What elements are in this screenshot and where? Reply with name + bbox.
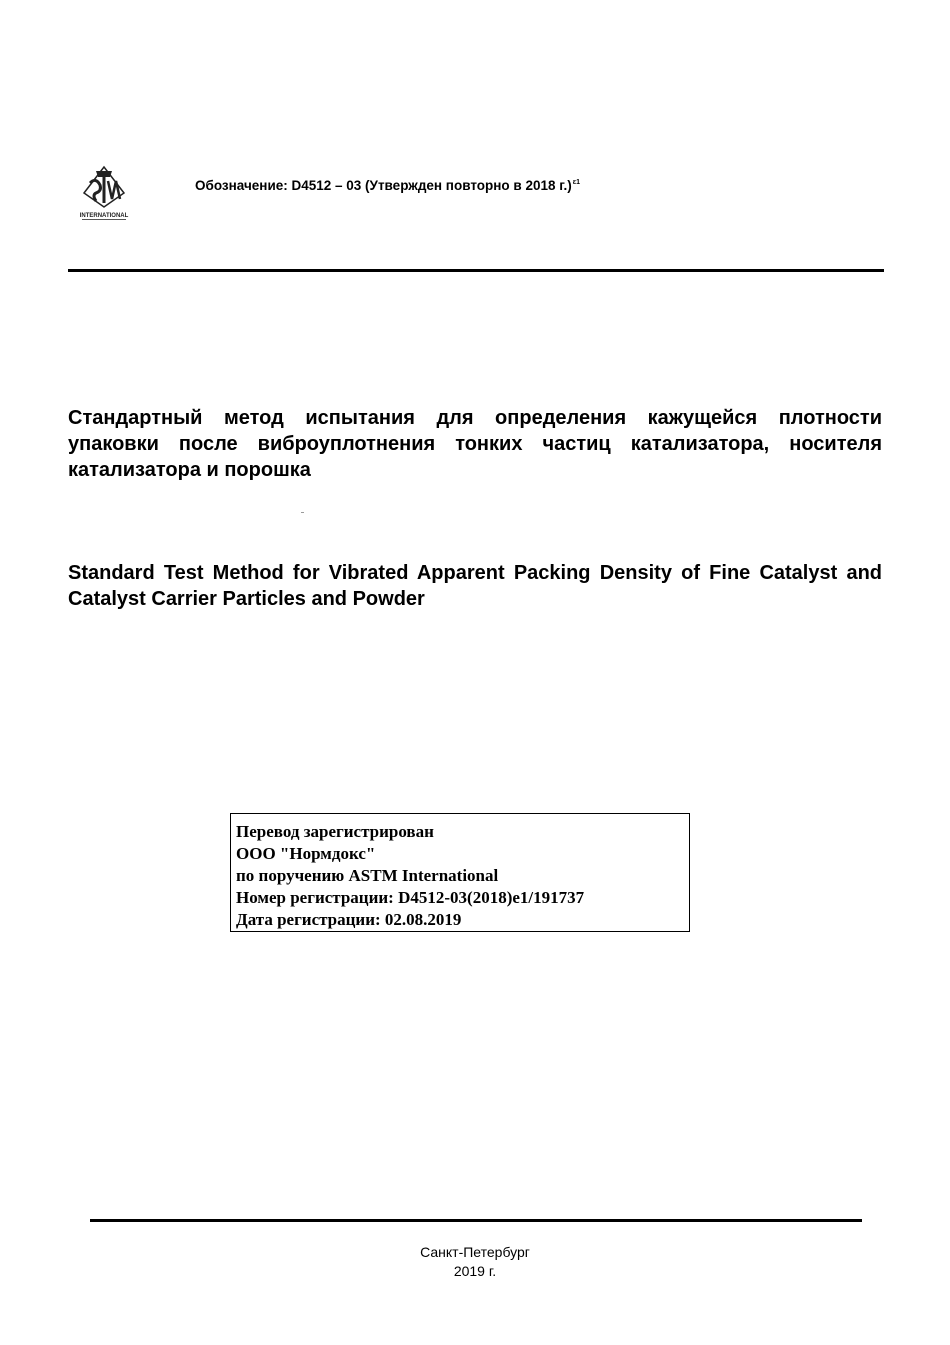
document-designation [195, 178, 580, 193]
registration-number: Номер регистрации: D4512-03(2018)e1/191737 [236, 888, 585, 907]
footer-city: Санкт-Петербург [420, 1244, 530, 1260]
designation-text: Обозначение: D4512 – 03 (Утвержден повторно в 2018 г.) [195, 178, 572, 193]
registration-line: Перевод зарегистрирован [236, 822, 434, 841]
registration-line: ООО "Нормдокс" [236, 844, 376, 863]
title-russian: Стандартный метод испытания для определения кажущейся плотности упаковки после виброуплотнения тонких частиц катализатора, носителя катализатора и порошка [68, 407, 882, 481]
stray-mark [301, 512, 304, 513]
registration-box [230, 813, 690, 932]
astm-logo-icon [76, 163, 132, 223]
registration-line: по поручению ASTM International [236, 866, 499, 885]
designation-superscript: ε1 [572, 179, 580, 186]
footer [0, 1243, 950, 1281]
footer-year: 2019 г. [453, 1263, 497, 1279]
logo-text-bottom: INTERNATIONAL [79, 213, 129, 219]
bottom-divider [90, 1219, 862, 1222]
top-divider [68, 269, 884, 272]
title-english: Standard Test Method for Vibrated Apparent Packing Density of Fine Catalyst and Catalyst Carrier Particles and Powder [68, 562, 882, 610]
astm-logo [76, 163, 132, 223]
registration-date: Дата регистрации: 02.08.2019 [236, 910, 462, 929]
